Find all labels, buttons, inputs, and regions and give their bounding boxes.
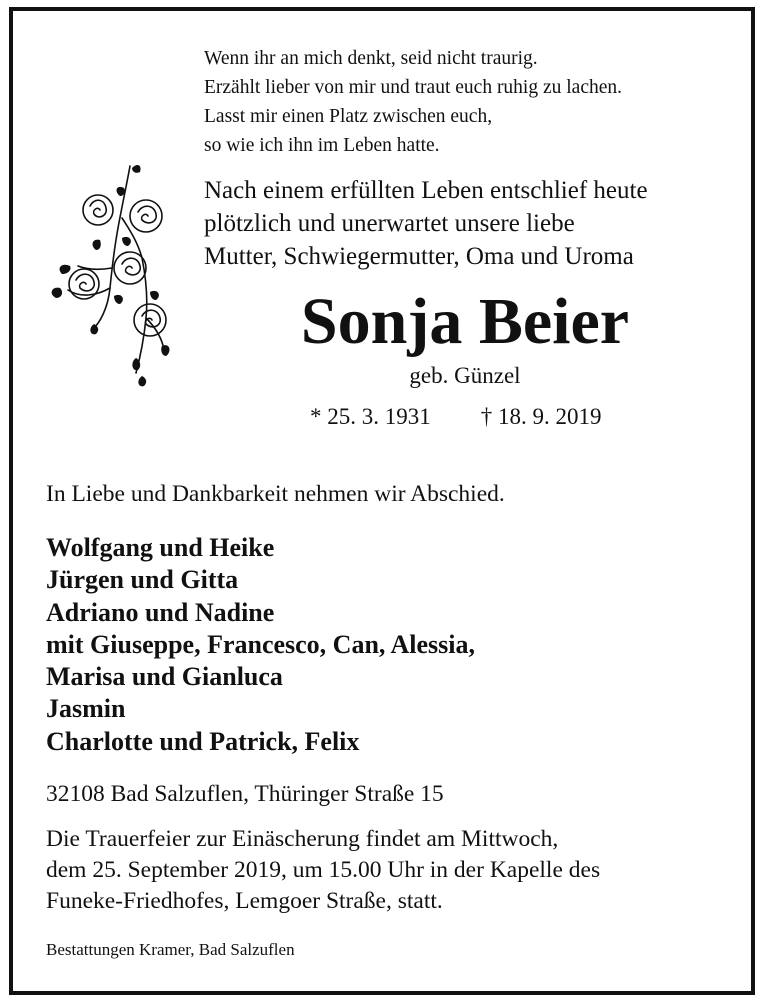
life-dates: [310, 402, 602, 432]
family-address: 32108 Bad Salzuflen, Thüringer Straße 15: [46, 781, 444, 807]
farewell-text: In Liebe und Dankbarkeit nehmen wir Abschied.: [46, 481, 505, 507]
announcement-line: Nach einem erfüllten Leben entschlief heute: [204, 177, 648, 204]
announcement-line: Mutter, Schwiegermutter, Oma und Uroma: [204, 243, 634, 270]
mourner-line: Wolfgang und Heike: [46, 533, 275, 562]
announcement-line: plötzlich und unerwartet unsere liebe: [204, 210, 575, 237]
mourner-line: Marisa und Gianluca: [46, 662, 283, 692]
service-line: Funeke-Friedhofes, Lemgoer Straße, statt.: [46, 888, 443, 914]
service-line: dem 25. September 2019, um 15.00 Uhr in der Kapelle des: [46, 857, 601, 883]
mourner-line: Charlotte und Patrick, Felix: [46, 726, 360, 756]
death-announcement: [204, 174, 648, 273]
poem-line: Lasst mir einen Platz zwischen euch,: [204, 106, 493, 127]
poem-line: so wie ich ihn im Leben hatte.: [204, 135, 440, 156]
mourner-line: Adriano und Nadine: [46, 597, 275, 627]
maiden-name: geb. Günzel: [409, 363, 521, 388]
roses-icon: [30, 158, 180, 388]
mourner-line: Jürgen und Gitta: [46, 565, 239, 595]
deceased-name: Sonja Beier: [300, 285, 630, 358]
death-date: † 18. 9. 2019: [480, 404, 602, 429]
funeral-service-info: [46, 824, 600, 917]
service-line: Die Trauerfeier zur Einäscherung findet am Mittwoch,: [46, 826, 559, 852]
undertaker-credit: Bestattungen Kramer, Bad Salzuflen: [46, 940, 295, 959]
memorial-poem: [204, 44, 622, 160]
poem-line: Erzählt lieber von mir und traut euch ruhig zu lachen.: [204, 77, 623, 98]
birth-date: * 25. 3. 1931: [310, 404, 431, 429]
poem-line: Wenn ihr an mich denkt, seid nicht traurig.: [204, 48, 538, 69]
mourner-line: Jasmin: [46, 694, 126, 724]
mourner-line: mit Giuseppe, Francesco, Can, Alessia,: [46, 629, 475, 659]
mourners-list: [46, 532, 475, 758]
